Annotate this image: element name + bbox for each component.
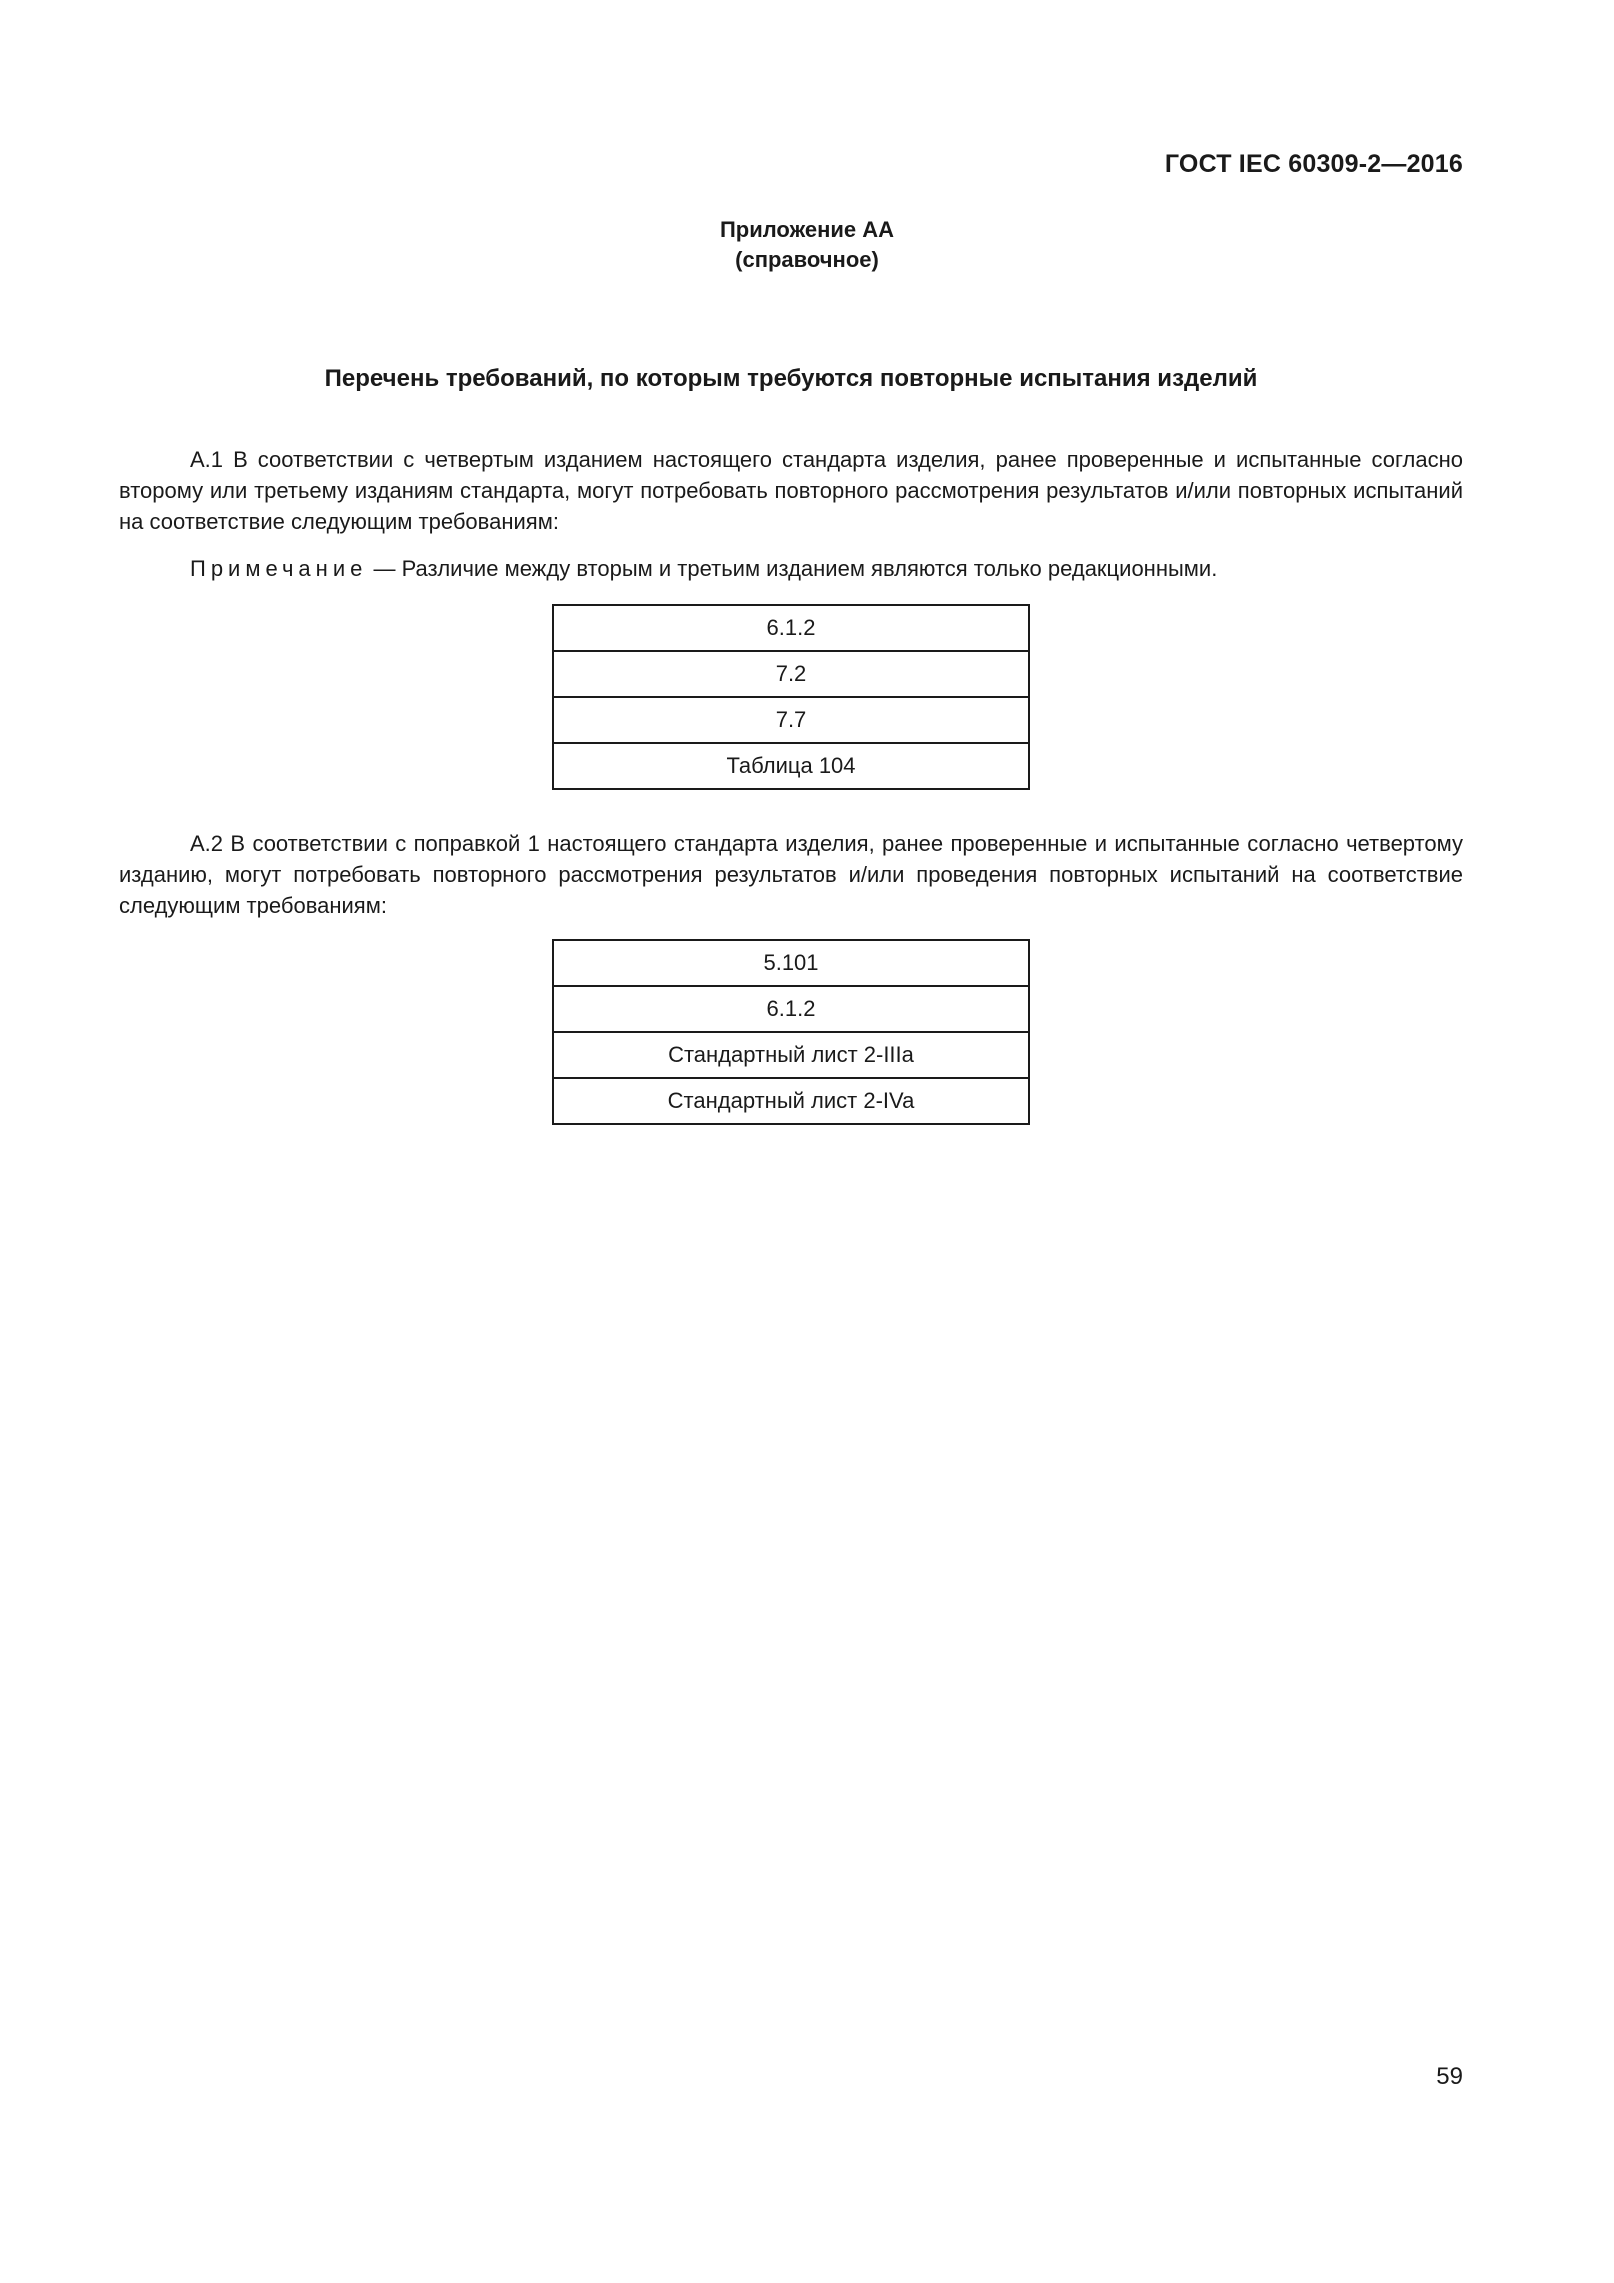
table-row bbox=[553, 743, 1029, 789]
note-label: Примечание bbox=[190, 556, 368, 581]
requirements-table-1 bbox=[552, 604, 1030, 790]
table-row bbox=[553, 605, 1029, 651]
table-cell: 7.7 bbox=[553, 697, 1029, 743]
table-row bbox=[553, 697, 1029, 743]
note-text: — Различие между вторым и третьим изданием являются только редакционными. bbox=[367, 556, 1218, 581]
requirements-table-2 bbox=[552, 939, 1030, 1125]
table-cell: Стандартный лист 2-IVa bbox=[553, 1078, 1029, 1124]
table-cell: 5.101 bbox=[553, 940, 1029, 986]
table-cell: Таблица 104 bbox=[553, 743, 1029, 789]
page-number: 59 bbox=[1436, 2063, 1463, 2090]
table-row bbox=[553, 986, 1029, 1032]
appendix-title-block bbox=[0, 215, 1614, 275]
table-cell: 6.1.2 bbox=[553, 605, 1029, 651]
paragraph-a1: А.1 В соответствии с четвертым изданием настоящего стандарта изделия, ранее проверенные и испытанные согласно второму или третьему изданиям стандарта, могут потребовать повторного рассмотрения результатов и/или повторных испытаний на соответствие следующим требованиям: bbox=[119, 447, 1463, 534]
document-code: ГОСТ IEC 60309-2—2016 bbox=[1164, 150, 1463, 178]
appendix-title: Приложение АА bbox=[719, 217, 895, 242]
appendix-subtitle: (справочное) bbox=[735, 247, 879, 272]
table-row bbox=[553, 940, 1029, 986]
table-cell: 6.1.2 bbox=[553, 986, 1029, 1032]
table-row bbox=[553, 1032, 1029, 1078]
table-cell: Стандартный лист 2-IIIa bbox=[553, 1032, 1029, 1078]
section-heading: Перечень требований, по которым требуются повторные испытания изделий bbox=[324, 365, 1258, 392]
paragraph-a2: А.2 В соответствии с поправкой 1 настоящего стандарта изделия, ранее проверенные и испытанные согласно четвертому изданию, могут потребовать повторного рассмотрения результатов и/или проведения повторных испытаний на соответствие следующим требованиям: bbox=[119, 831, 1463, 918]
table-row bbox=[553, 651, 1029, 697]
note bbox=[190, 553, 1463, 584]
table-cell: 7.2 bbox=[553, 651, 1029, 697]
table-row bbox=[553, 1078, 1029, 1124]
